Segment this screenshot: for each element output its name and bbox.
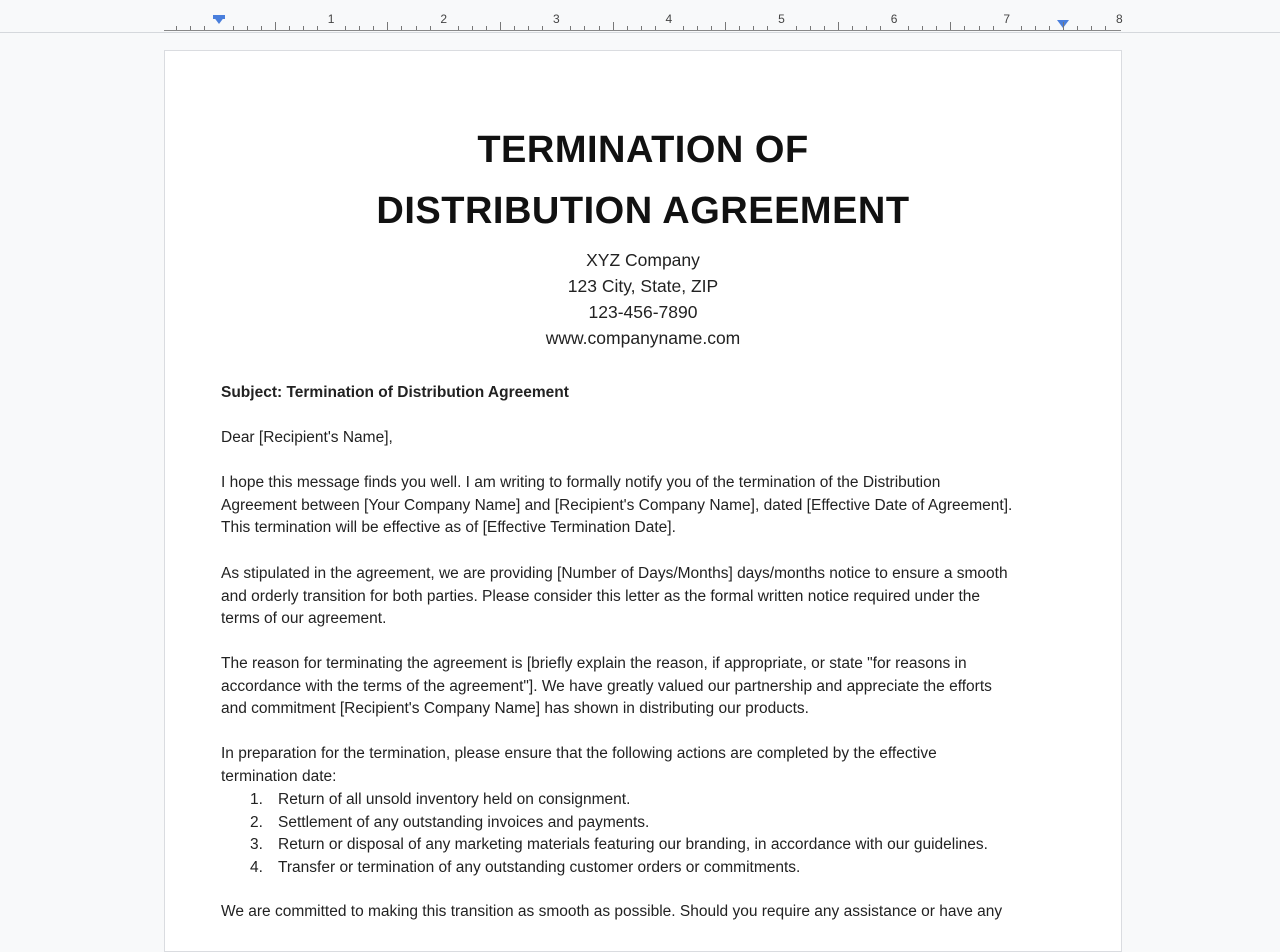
paragraph-line: and commitment [Recipient's Company Name] has shown in distributing our products. — [221, 700, 809, 718]
ruler-tick — [416, 26, 417, 30]
ruler-tick — [880, 26, 881, 30]
ruler-tick — [387, 22, 388, 30]
ruler[interactable] — [0, 0, 1280, 33]
ruler-tick — [824, 26, 825, 30]
ruler-tick — [767, 26, 768, 30]
ruler-tick — [852, 26, 853, 30]
paragraph-line: terms of our agreement. — [221, 610, 387, 628]
ruler-number: 7 — [1003, 12, 1011, 26]
ruler-tick — [1049, 26, 1050, 30]
ruler-tick — [655, 26, 656, 30]
paragraph-line: termination date: — [221, 767, 337, 785]
paragraph-line: I hope this message finds you well. I am writing to formally notify you of the termination of the Distribution — [221, 474, 941, 491]
paragraph-line: This termination will be effective as of [Effective Termination Date]. — [221, 519, 676, 537]
ruler-tick — [458, 26, 459, 30]
ruler-tick — [261, 26, 262, 30]
list-number: 1. — [250, 791, 263, 808]
ruler-tick — [233, 26, 234, 30]
list-number: 4. — [250, 858, 263, 876]
ruler-tick — [486, 26, 487, 30]
ruler-tick — [950, 22, 951, 30]
ruler-tick — [1063, 22, 1064, 30]
ruler-number: 2 — [440, 12, 448, 26]
paragraph-line: As stipulated in the agreement, we are providing [Number of Days/Months] days/months notice to ensure a smooth — [221, 565, 1008, 582]
ruler-tick — [964, 26, 965, 30]
paragraph-line: The reason for terminating the agreement is [briefly explain the reason, if appropriate, or state "for reasons in — [221, 655, 967, 672]
ruler-tick — [317, 26, 318, 30]
ruler-tick — [993, 26, 994, 30]
ruler-tick — [627, 26, 628, 30]
list-item: Return or disposal of any marketing materials featuring our branding, in accordance with our guidelines. — [278, 836, 988, 854]
paragraph-line: Agreement between [Your Company Name] and [Recipient's Company Name], dated [Effective Date of Agreement]. — [221, 496, 1013, 514]
ruler-tick — [1077, 26, 1078, 30]
company-name: XYZ Company — [586, 250, 700, 270]
ruler-tick — [345, 26, 346, 30]
ruler-tick — [247, 26, 248, 30]
ruler-tick — [810, 26, 811, 30]
ruler-tick — [796, 26, 797, 30]
ruler-tick — [1035, 26, 1036, 30]
ruler-tick — [528, 26, 529, 30]
ruler-number: 8 — [1115, 12, 1123, 26]
ruler-tick — [838, 22, 839, 30]
subject-line: Subject: Termination of Distribution Agreement — [221, 384, 569, 401]
company-website: www.companyname.com — [545, 328, 741, 348]
ruler-number: 6 — [890, 12, 898, 26]
paragraph-line: In preparation for the termination, please ensure that the following actions are completed by the effective — [221, 745, 937, 762]
ruler-tick — [190, 26, 191, 30]
paragraph-line: and orderly transition for both parties. Please consider this letter as the formal written notice required under the — [221, 587, 981, 605]
paragraph-line: We are committed to making this transition as smooth as possible. Should you require any assistance or have any — [221, 903, 1003, 920]
ruler-tick — [753, 26, 754, 30]
ruler-tick — [908, 26, 909, 30]
ruler-tick — [430, 26, 431, 30]
ruler-tick — [204, 26, 205, 30]
ruler-number: 3 — [552, 12, 560, 26]
ruler-tick — [613, 22, 614, 30]
document-page[interactable] — [164, 50, 1122, 952]
ruler-number: 5 — [778, 12, 785, 26]
list-number: 2. — [250, 813, 263, 831]
ruler-tick — [373, 26, 374, 30]
ruler-tick — [275, 22, 276, 30]
ruler-tick — [1091, 26, 1092, 30]
paragraph-line: accordance with the terms of the agreement"]. We have greatly valued our partnership and appreciate the efforts — [221, 677, 992, 695]
company-phone: 123-456-7890 — [588, 302, 698, 322]
ruler-tick — [922, 26, 923, 30]
ruler-tick — [936, 26, 937, 30]
list-number: 3. — [250, 836, 263, 854]
ruler-tick — [542, 26, 543, 30]
ruler-tick — [176, 26, 177, 30]
ruler-tick — [711, 26, 712, 30]
ruler-tick — [570, 26, 571, 30]
ruler-tick — [739, 26, 740, 30]
company-address: 123 City, State, ZIP — [567, 276, 719, 296]
ruler-tick — [641, 26, 642, 30]
list-item: Settlement of any outstanding invoices and payments. — [278, 813, 650, 831]
ruler-tick — [289, 26, 290, 30]
doc-title-line-2: DISTRIBUTION AGREEMENT — [376, 190, 910, 232]
ruler-tick — [584, 26, 585, 30]
ruler-tick — [725, 22, 726, 30]
ruler-tick — [599, 26, 600, 30]
ruler-number: 4 — [665, 12, 673, 26]
ruler-tick — [359, 26, 360, 30]
ruler-tick — [1105, 26, 1106, 30]
ruler-number: 1 — [327, 12, 335, 26]
ruler-tick — [866, 26, 867, 30]
first-line-indent-marker[interactable] — [213, 15, 225, 19]
list-item: Transfer or termination of any outstanding customer orders or commitments. — [278, 858, 801, 876]
ruler-tick — [514, 26, 515, 30]
doc-title-line-1: TERMINATION OF — [477, 129, 809, 171]
ruler-tick — [697, 26, 698, 30]
ruler-tick — [1021, 26, 1022, 30]
ruler-tick — [500, 22, 501, 30]
list-item: Return of all unsold inventory held on consignment. — [278, 791, 631, 808]
ruler-tick — [401, 26, 402, 30]
ruler-tick — [979, 26, 980, 30]
salutation: Dear [Recipient's Name], — [221, 429, 393, 446]
ruler-tick — [683, 26, 684, 30]
ruler-tick — [472, 26, 473, 30]
ruler-tick — [303, 26, 304, 30]
ruler-baseline — [164, 30, 1121, 31]
